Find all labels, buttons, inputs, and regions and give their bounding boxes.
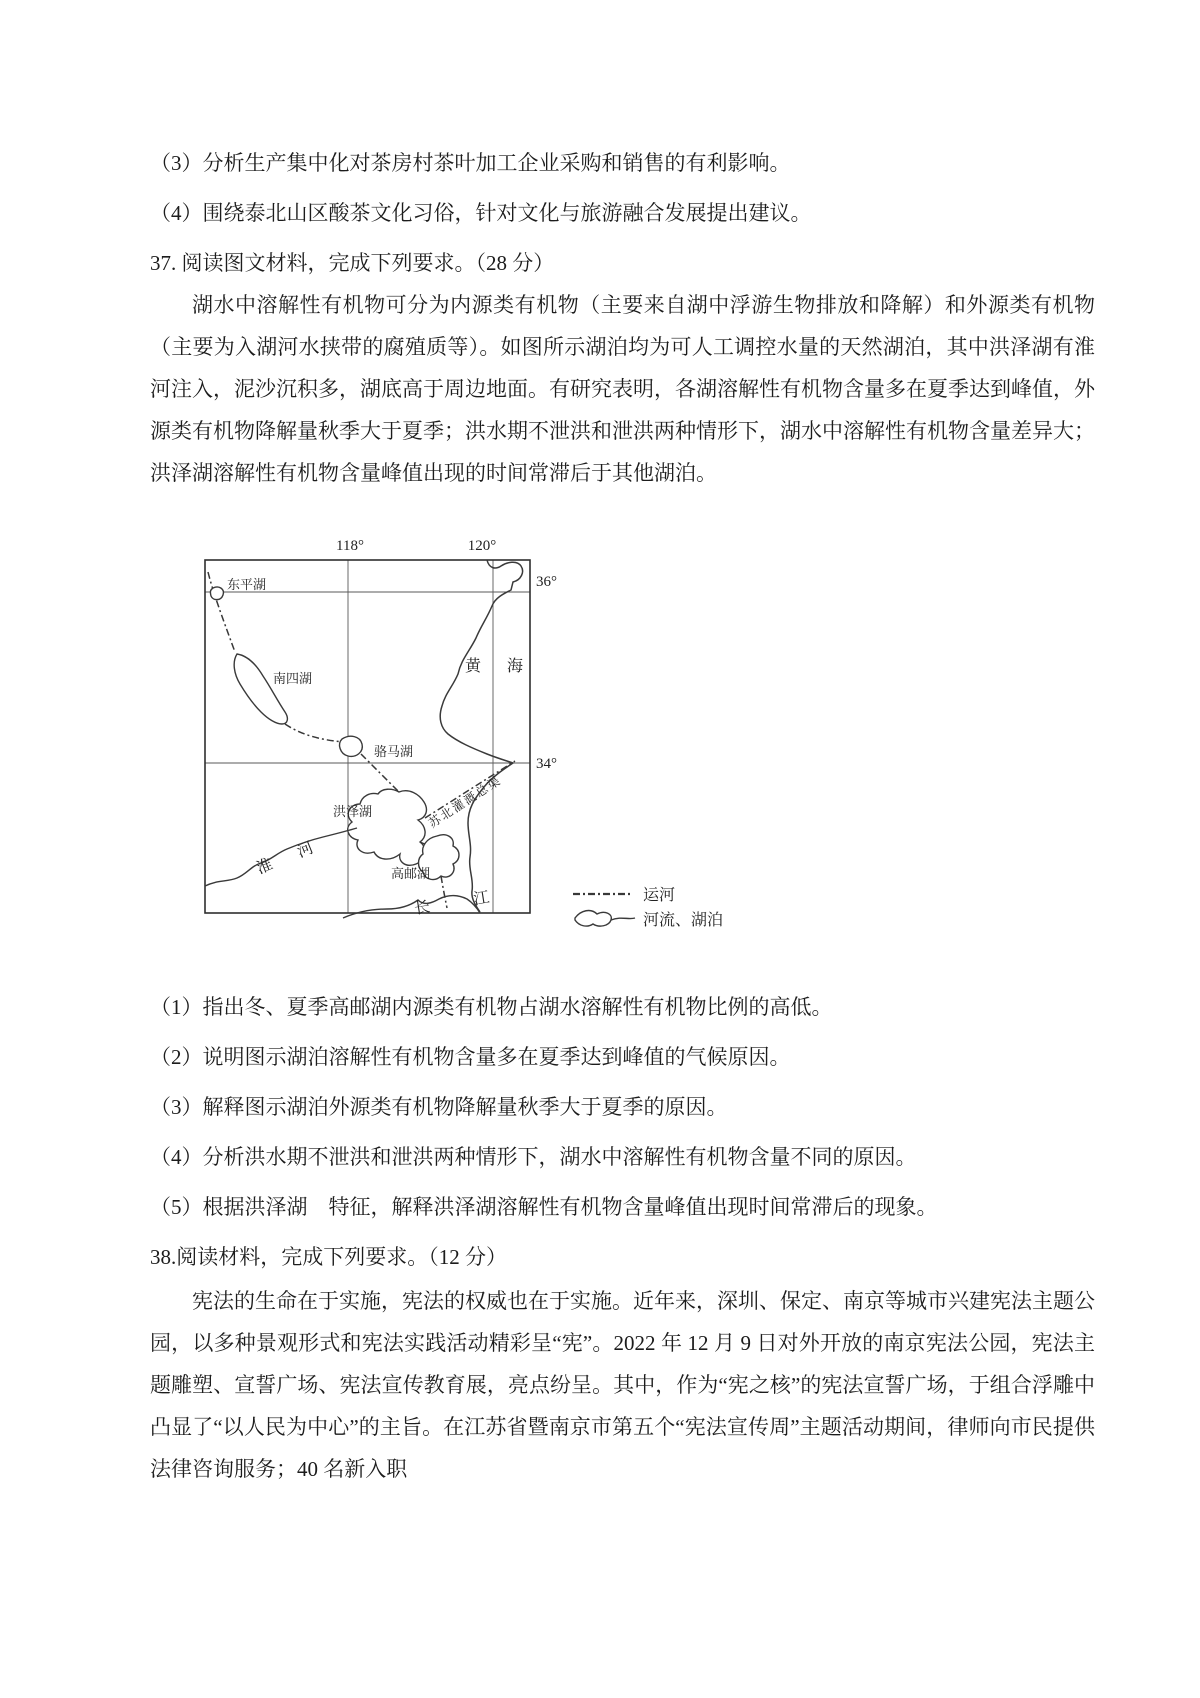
hongze-lake-shape [348,789,427,865]
yangtze-river-label: 长江 [412,882,535,918]
map-frame [205,560,530,913]
lon-120-label: 120° [467,538,497,554]
legend-river-symbol [611,918,635,920]
subei-canal-label: 苏北灌溉总渠 [426,773,505,831]
lat-36-label: 36° [536,574,557,590]
q37-heading: 37. 阅读图文材料，完成下列要求。（28 分） [150,251,555,275]
legend-lake-symbol [575,911,611,927]
q37-question-4: （4）分析洪水期不泄洪和泄洪两种情形下，湖水中溶解性有机物含量不同的原因。 [150,1145,917,1169]
grand-canal-mid1 [285,724,343,742]
luoma-lake-label: 骆马湖 [374,744,414,759]
legend-canal-label: 运河 [643,887,676,904]
q36-item-4: （4）围绕泰北山区酸茶文化习俗，针对文化与旅游融合发展提出建议。 [150,201,812,225]
q37-question-3: （3）解释图示湖泊外源类有机物降解量秋季大于夏季的原因。 [150,1095,728,1119]
q37-question-1: （1）指出冬、夏季高邮湖内源类有机物占湖水溶解性有机物比例的高低。 [150,995,833,1019]
nansi-lake-shape [234,654,287,724]
luoma-lake-shape [340,736,363,756]
q37-material-paragraph: 湖水中溶解性有机物可分为内源类有机物（主要来自湖中浮游生物排放和降解）和外源类有机物（主要为入湖河水挟带的腐殖质等）。如图所示湖泊均为可人工调控水量的天然湖泊，其中洪泽湖有淮河注入，泥沙沉积多，湖底高于周边地面。有研究表明，各湖溶解性有机物含量多在夏季达到峰值，外源类有机物降解量秋季大于夏季；洪水期不泄洪和泄洪两种情形下，湖水中溶解性有机物含量差异大；洪泽湖溶解性有机物含量峰值出现的时间常滞后于其他湖泊。 [150,293,1095,485]
q37-question-list [150,986,1095,1228]
q38-heading: 38.阅读材料，完成下列要求。（12 分） [150,1245,507,1269]
q36-item-3: （3）分析生产集中化对茶房村茶叶加工企业采购和销售的有利影响。 [150,151,791,175]
nansi-lake-label: 南四湖 [273,671,313,686]
lake-map-figure [0,528,1200,950]
gaoyou-lake-label: 高邮湖 [391,866,431,881]
lon-118-label: 118° [336,538,364,554]
dongping-lake-label: 东平湖 [227,577,267,592]
q37-question-5: （5）根据洪泽湖 特征，解释洪泽湖溶解性有机物含量峰值出现时间常滞后的现象。 [150,1195,938,1219]
hongze-lake-label: 洪泽湖 [333,804,373,819]
lat-34-label: 34° [536,756,557,772]
huai-river-label: 淮河 [254,828,343,878]
grand-canal-mid2 [361,754,399,792]
lake-map-svg [195,528,755,950]
dongping-lake-shape [210,587,223,600]
legend-river-lake-label: 河流、湖泊 [643,912,724,929]
yellow-sea-label: 黄海 [465,658,550,675]
q37-question-2: （2）说明图示湖泊溶解性有机物含量多在夏季达到峰值的气候原因。 [150,1045,791,1069]
map-legend [573,886,723,929]
q38-material-paragraph: 宪法的生命在于实施，宪法的权威也在于实施。近年来，深圳、保定、南京等城市兴建宪法主题公园，以多种景观形式和宪法实践活动精彩呈“宪”。2022 年 12 月 9 日对外开放的南京宪法公园，宪法主题雕塑、宣誓广场、宪法宣传教育展，亮点纷呈。其中，作为“宪之核”的宪法宣誓广场，于组合浮雕中凸显了“以人民为中心”的主旨。在江苏省暨南京市第五个“宪法宣传周”主题活动期间，律师向市民提供法律咨询服务；40 名新入职 [150,1289,1095,1481]
